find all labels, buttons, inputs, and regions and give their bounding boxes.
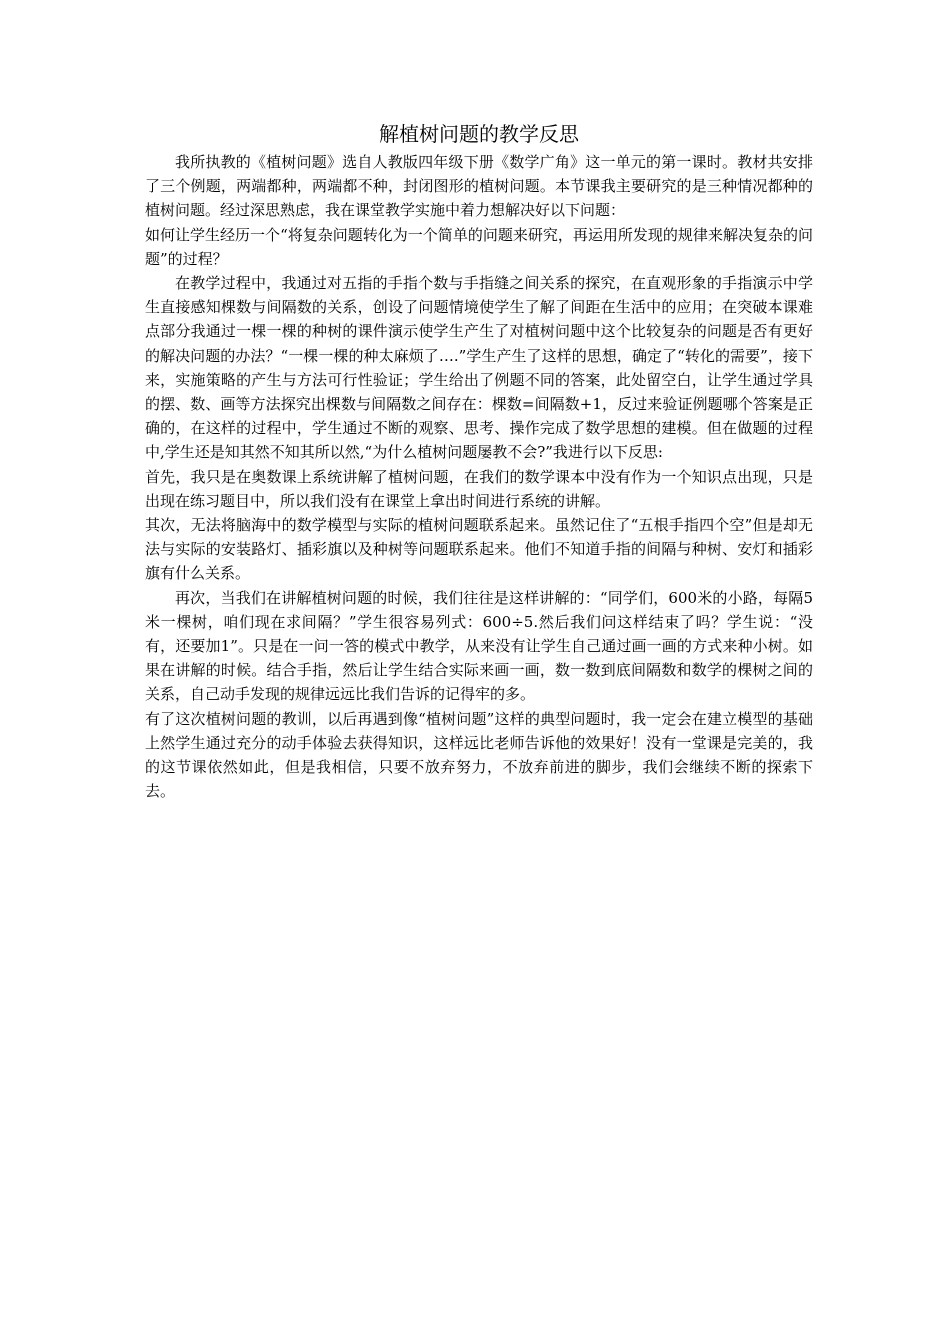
paragraph-1: 我所执教的《植树问题》选自人教版四年级下册《数学广角》这一单元的第一课时。教材共安排了三个例题，两端都种，两端都不种，封闭图形的植树问题。本节课我主要研究的是三种情况都种的植树问题。经过深思熟虑，我在课堂教学实施中着力想解决好以下问题：: [145, 153, 813, 220]
paragraph-2: 如何让学生经历一个“将复杂问题转化为一个简单的问题来研究，再运用所发现的规律来解决复杂的问题”的过程？: [145, 225, 813, 268]
paragraph-4: 首先，我只是在奥数课上系统讲解了植树问题，在我们的数学课本中没有作为一个知识点出现，只是出现在练习题目中，所以我们没有在课堂上拿出时间进行系统的讲解。: [145, 467, 813, 510]
paragraph-5: 其次，无法将脑海中的数学模型与实际的植树问题联系起来。虽然记住了“五根手指四个空”但是却无法与实际的安装路灯、插彩旗以及种树等问题联系起来。他们不知道手指的间隔与种树、安灯和插彩旗有什么关系。: [145, 516, 813, 583]
paragraph-7: 有了这次植树问题的教训，以后再遇到像“植树问题”这样的典型问题时，我一定会在建立模型的基础上然学生通过充分的动手体验去获得知识，这样远比老师告诉他的效果好！没有一堂课是完美的，我的这节课依然如此，但是我相信，只要不放弃努力，不放弃前进的脚步，我们会继续不断的探索下去。: [145, 709, 813, 801]
document-body: [145, 120, 813, 803]
document-title: 解植树问题的教学反思: [379, 122, 579, 146]
paragraph-6: 再次，当我们在讲解植树问题的时候，我们往往是这样讲解的：“同学们，600米的小路，每隔5米一棵树，咱们现在求间隔？”学生很容易列式：600÷5.然后我们问这样结束了吗？学生说：“没有，还要加1”。只是在一问一答的模式中教学，从来没有让学生自己通过画一画的方式来种小树。如果在讲解的时候。结合手指，然后让学生结合实际来画一画，数一数到底间隔数和数学的棵树之间的关系，自己动手发现的规律远远比我们告诉的记得牢的多。: [145, 588, 813, 704]
paragraph-3: 在教学过程中，我通过对五指的手指个数与手指缝之间关系的探究，在直观形象的手指演示中学生直接感知棵数与间隔数的关系，创设了问题情境使学生了解了间距在生活中的应用；在突破本课难点部分我通过一棵一棵的种树的课件演示使学生产生了对植树问题中这个比较复杂的问题是否有更好的解决问题的办法？“一棵一棵的种太麻烦了….”学生产生了这样的思想，确定了“转化的需要”，接下来，实施策略的产生与方法可行性验证；学生给出了例题不同的答案，此处留空白，让学生通过学具的摆、数、画等方法探究出棵数与间隔数之间存在：棵数=间隔数+1，反过来验证例题哪个答案是正确的，在这样的过程中，学生通过不断的观察、思考、操作完成了数学思想的建模。但在做题的过程中,学生还是知其然不知其所以然,“为什么植树问题屡教不会?”我进行以下反思:: [145, 274, 813, 462]
